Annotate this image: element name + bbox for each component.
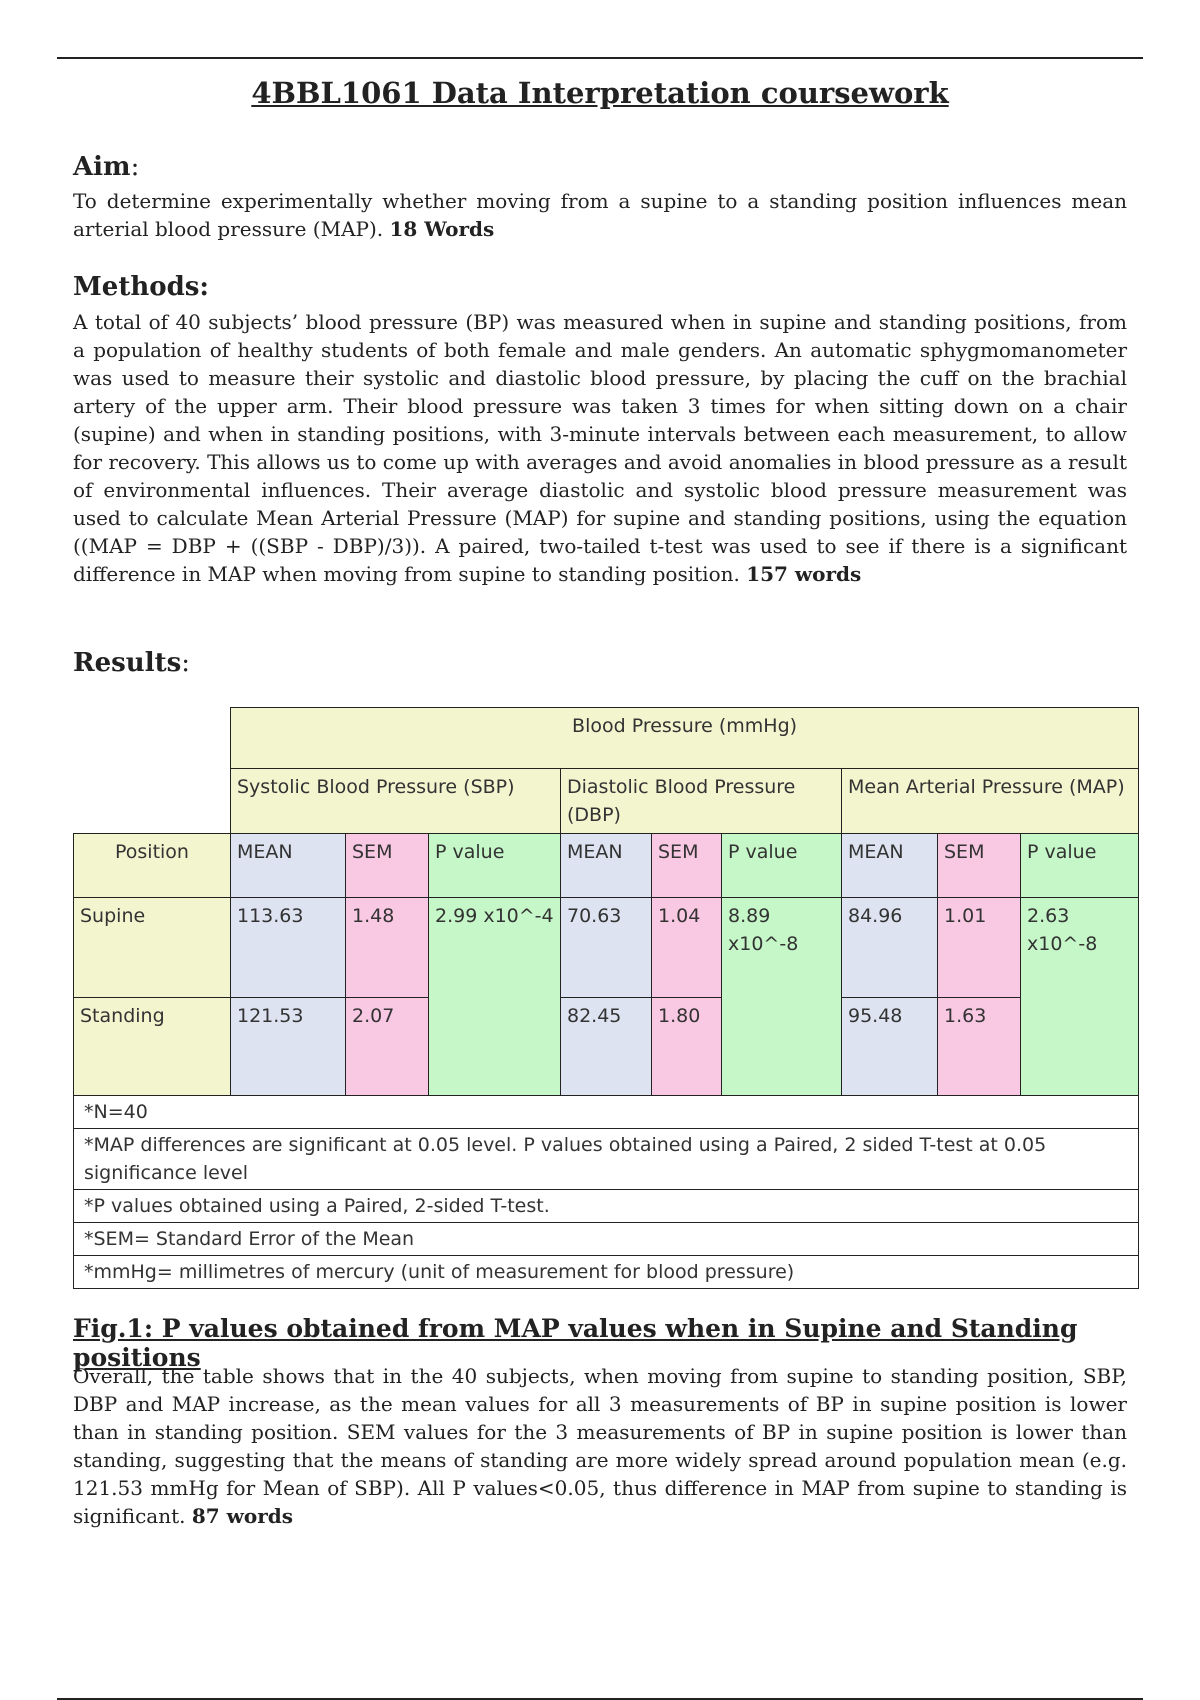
standing-map-sem: 1.63 — [938, 998, 1021, 1096]
sbp-p-value: 2.99 x10^-4 — [429, 898, 561, 1096]
standing-dbp-mean: 82.45 — [561, 998, 652, 1096]
map-p-header: P value — [1021, 834, 1139, 898]
table-row-standing — [74, 998, 1139, 1096]
table-note-row — [74, 1129, 1139, 1190]
methods-paragraph — [73, 308, 1127, 588]
table-note-row — [74, 1190, 1139, 1223]
supine-sbp-sem: 1.48 — [346, 898, 429, 998]
discussion-paragraph — [73, 1362, 1127, 1530]
note-sem: *SEM= Standard Error of the Mean — [74, 1223, 1139, 1256]
methods-text: A total of 40 subjects’ blood pressure (BP) was measured when in supine and standing positions, from a population of healthy students of both female and male genders. An automatic sphygmomanometer was used to measure their systolic and diastolic blood pressure, by placing the cuff on the brachial artery of the upper arm. Their blood pressure was taken 3 times for when sitting down on a chair (supine) and when in standing positions, with 3-minute intervals between each measurement, to allow for recovery. This allows us to come up with averages and avoid anomalies in blood pressure as a result of environmental influences. Their average diastolic and systolic blood pressure measurement was used to calculate Mean Arterial Pressure (MAP) for supine and standing positions, using the equation ((MAP = DBP + ((SBP - DBP)/3)). A paired, two-tailed t-test was used to see if there is a significant difference in MAP when moving from supine to standing position. — [73, 310, 1127, 586]
standing-sbp-mean: 121.53 — [231, 998, 346, 1096]
dbp-mean-header: MEAN — [561, 834, 652, 898]
map-group-header: Mean Arterial Pressure (MAP) — [842, 769, 1139, 834]
sbp-mean-header: MEAN — [231, 834, 346, 898]
blood-pressure-table — [73, 707, 1139, 1289]
table-corner-blank-2 — [74, 769, 231, 834]
row-label-supine: Supine — [74, 898, 231, 998]
sbp-p-header: P value — [429, 834, 561, 898]
aim-word-count: 18 Words — [389, 217, 495, 241]
row-label-standing: Standing — [74, 998, 231, 1096]
sbp-sem-header: SEM — [346, 834, 429, 898]
aim-paragraph — [73, 187, 1127, 243]
methods-word-count: 157 words — [746, 562, 862, 586]
table-note-row — [74, 1096, 1139, 1129]
top-rule — [57, 57, 1143, 59]
supine-dbp-sem: 1.04 — [652, 898, 722, 998]
dbp-p-header: P value — [722, 834, 842, 898]
methods-heading-label: Methods: — [73, 272, 209, 302]
supine-dbp-mean: 70.63 — [561, 898, 652, 998]
document-title: 4BBL1061 Data Interpretation coursework — [251, 76, 949, 110]
dbp-p-value: 8.89 x10^-8 — [722, 898, 842, 1096]
discussion-word-count: 87 words — [191, 1504, 293, 1528]
dbp-group-header: Diastolic Blood Pressure (DBP) — [561, 769, 842, 834]
dbp-sem-header: SEM — [652, 834, 722, 898]
methods-heading — [73, 272, 209, 302]
sbp-group-header: Systolic Blood Pressure (SBP) — [231, 769, 561, 834]
map-sem-header: SEM — [938, 834, 1021, 898]
map-mean-header: MEAN — [842, 834, 938, 898]
standing-dbp-sem: 1.80 — [652, 998, 722, 1096]
aim-heading-colon: : — [130, 152, 140, 182]
supine-map-mean: 84.96 — [842, 898, 938, 998]
table-super-header-row — [74, 708, 1139, 769]
note-n: *N=40 — [74, 1096, 1139, 1129]
table-group-header-row — [74, 769, 1139, 834]
results-heading — [73, 648, 190, 678]
figure-caption: Fig.1: P values obtained from MAP values when in Supine and Standing positions — [73, 1314, 1078, 1372]
super-header-cell: Blood Pressure (mmHg) — [231, 708, 1139, 769]
table-corner-blank — [74, 708, 231, 769]
table-column-header-row — [74, 834, 1139, 898]
table-note-row — [74, 1223, 1139, 1256]
position-header: Position — [74, 834, 231, 898]
aim-heading-label: Aim — [73, 152, 131, 182]
note-p-values: *P values obtained using a Paired, 2-sided T-test. — [74, 1190, 1139, 1223]
results-heading-colon: : — [181, 648, 190, 678]
note-mmhg: *mmHg= millimetres of mercury (unit of measurement for blood pressure) — [74, 1256, 1139, 1289]
standing-sbp-sem: 2.07 — [346, 998, 429, 1096]
results-heading-label: Results — [73, 648, 182, 678]
table-note-row — [74, 1256, 1139, 1289]
standing-map-mean: 95.48 — [842, 998, 938, 1096]
supine-map-sem: 1.01 — [938, 898, 1021, 998]
supine-sbp-mean: 113.63 — [231, 898, 346, 998]
aim-text: To determine experimentally whether moving from a supine to a standing position influences mean arterial blood pressure (MAP). — [73, 189, 1127, 241]
aim-heading — [73, 152, 139, 182]
map-p-value: 2.63 x10^-8 — [1021, 898, 1139, 1096]
note-map-significance: *MAP differences are significant at 0.05 level. P values obtained using a Paired, 2 sided T-test at 0.05 significance level — [74, 1129, 1139, 1190]
discussion-text: Overall, the table shows that in the 40 subjects, when moving from supine to standing position, SBP, DBP and MAP increase, as the mean values for all 3 measurements of BP in supine position is lower than in standing position. SEM values for the 3 measurements of BP in supine position is lower than standing, suggesting that the means of standing are more widely spread around population mean (e.g. 121.53 mmHg for Mean of SBP). All P values<0.05, thus difference in MAP from supine to standing is significant. — [73, 1364, 1127, 1528]
table-row-supine — [74, 898, 1139, 998]
